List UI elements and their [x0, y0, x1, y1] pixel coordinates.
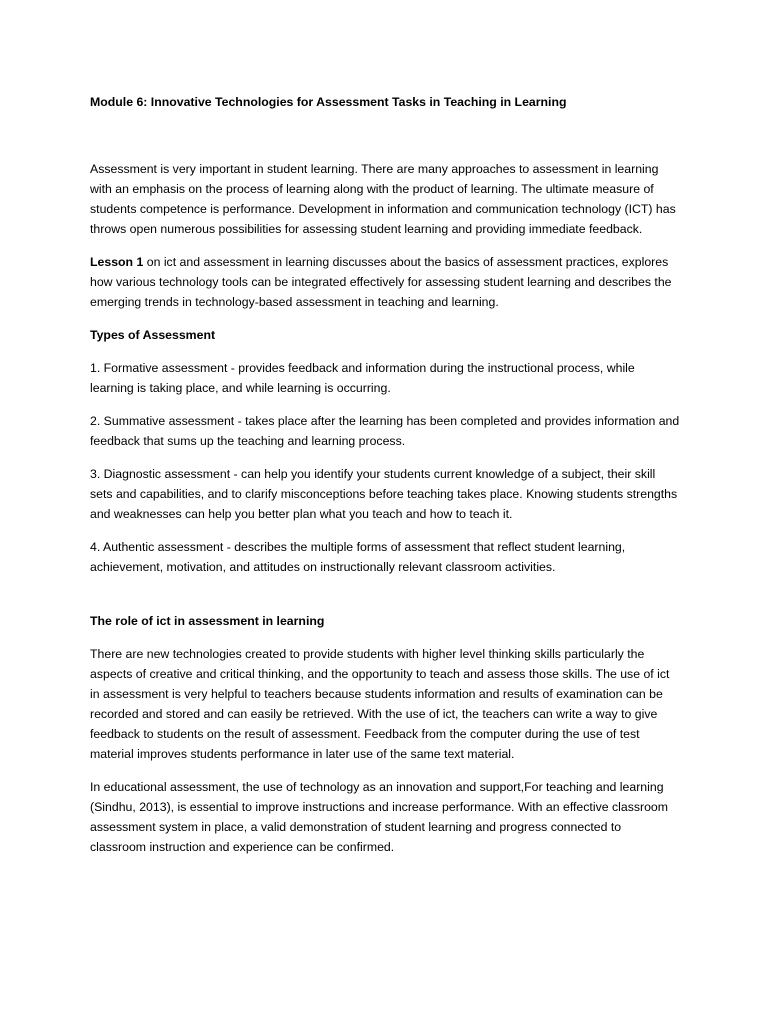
role-heading: The role of ict in assessment in learning [90, 614, 325, 628]
document-title: Module 6: Innovative Technologies for Assessment Tasks in Teaching in Learning [90, 95, 567, 109]
types-heading: Types of Assessment [90, 328, 216, 342]
type-item-diagnostic: 3. Diagnostic assessment - can help you identify your students current knowledge of a subject, their skill sets and capabilities, and to clarify misconceptions before teaching takes place. Knowing students strengths and weaknesses can help you better plan what you teach and how to teach it. [90, 467, 678, 521]
lesson-label: Lesson 1 [90, 255, 144, 269]
lesson-paragraph [90, 252, 680, 312]
intro-paragraph: Assessment is very important in student learning. There are many approaches to assessment in learning with an emphasis on the process of learning along with the product of learning. The ultimate measure of students competence is performance. Development in information and communication technology (ICT) has throws open numerous possibilities for assessing student learning and providing immediate feedback. [90, 162, 676, 236]
type-item-formative: 1. Formative assessment - provides feedback and information during the instructional process, while learning is taking place, and while learning is occurring. [90, 361, 635, 395]
type-item-authentic: 4. Authentic assessment - describes the multiple forms of assessment that reflect student learning, achievement, motivation, and attitudes on instructionally relevant classroom activities. [90, 540, 626, 574]
role-paragraph: In educational assessment, the use of technology as an innovation and support,For teaching and learning (Sindhu, 2013), is essential to improve instructions and increase performance. With an effective classroom assessment system in place, a valid demonstration of student learning and progress connected to classroom instruction and experience can be confirmed. [90, 780, 669, 854]
type-item-summative: 2. Summative assessment - takes place after the learning has been completed and provides information and feedback that sums up the teaching and learning process. [90, 414, 680, 448]
lesson-text: on ict and assessment in learning discusses about the basics of assessment practices, explores how various technology tools can be integrated effectively for assessing student learning and describes the emerging trends in technology-based assessment in teaching and learning. [90, 255, 672, 309]
role-paragraph: There are new technologies created to provide students with higher level thinking skills particularly the aspects of creative and critical thinking, and the opportunity to teach and assess those skills. The use of ict in assessment is very helpful to teachers because students information and results of examination can be recorded and stored and can easily be retrieved. With the use of ict, the teachers can write a way to give feedback to students on the result of assessment. Feedback from the computer during the use of test material improves students performance in later use of the same text material. [90, 647, 670, 761]
